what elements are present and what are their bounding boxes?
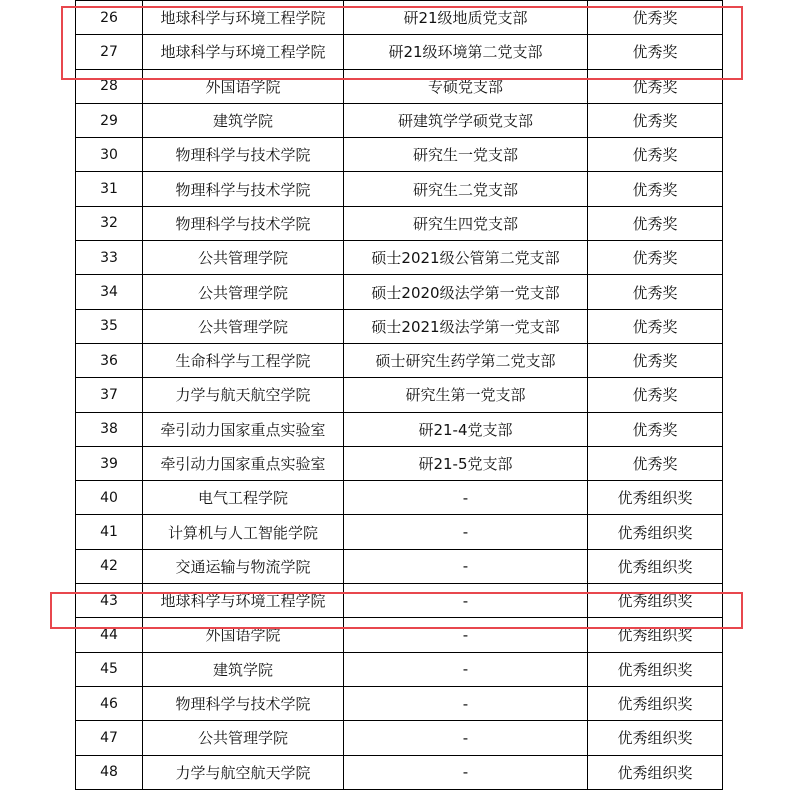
college-cell: 交通运输与物流学院	[143, 549, 344, 583]
table-row	[76, 172, 723, 206]
award-table-body	[76, 1, 723, 790]
college-cell: 力学与航天航空学院	[143, 378, 344, 412]
branch-cell: 研究生第一党支部	[344, 378, 588, 412]
row-number-cell: 38	[76, 412, 143, 446]
row-number-cell: 36	[76, 343, 143, 377]
college-cell: 地球科学与环境工程学院	[143, 584, 344, 618]
table-row	[76, 721, 723, 755]
branch-cell: 研21-4党支部	[344, 412, 588, 446]
branch-cell: 研究生一党支部	[344, 138, 588, 172]
row-number-cell: 47	[76, 721, 143, 755]
award-cell: 优秀奖	[588, 103, 723, 137]
row-number-cell: 35	[76, 309, 143, 343]
college-cell: 物理科学与技术学院	[143, 686, 344, 720]
row-number-cell: 32	[76, 206, 143, 240]
row-number-cell: 48	[76, 755, 143, 789]
college-cell: 建筑学院	[143, 103, 344, 137]
college-cell: 力学与航空航天学院	[143, 755, 344, 789]
award-cell: 优秀奖	[588, 206, 723, 240]
college-cell: 公共管理学院	[143, 721, 344, 755]
table-row	[76, 755, 723, 789]
branch-cell: 硕士2021级法学第一党支部	[344, 309, 588, 343]
branch-cell: 研建筑学学硕党支部	[344, 103, 588, 137]
college-cell: 外国语学院	[143, 618, 344, 652]
highlight-box-rows-26-27	[61, 6, 743, 80]
table-row	[76, 446, 723, 480]
table-row	[76, 652, 723, 686]
table-row	[76, 206, 723, 240]
table-row	[76, 378, 723, 412]
branch-cell: 硕士研究生药学第二党支部	[344, 343, 588, 377]
table-row	[76, 481, 723, 515]
college-cell: 计算机与人工智能学院	[143, 515, 344, 549]
table-row	[76, 241, 723, 275]
college-cell: 建筑学院	[143, 652, 344, 686]
college-cell: 物理科学与技术学院	[143, 138, 344, 172]
award-cell: 优秀奖	[588, 138, 723, 172]
row-number-cell: 45	[76, 652, 143, 686]
award-cell: 优秀组织奖	[588, 584, 723, 618]
branch-cell: 专硕党支部	[344, 69, 588, 103]
table-row	[76, 309, 723, 343]
college-cell: 牵引动力国家重点实验室	[143, 412, 344, 446]
branch-cell: 硕士2021级公管第二党支部	[344, 241, 588, 275]
row-number-cell: 33	[76, 241, 143, 275]
branch-cell: -	[344, 618, 588, 652]
row-number-cell: 39	[76, 446, 143, 480]
row-number-cell: 29	[76, 103, 143, 137]
branch-cell: -	[344, 686, 588, 720]
award-cell: 优秀奖	[588, 446, 723, 480]
row-number-cell: 40	[76, 481, 143, 515]
branch-cell: 研21级环境第二党支部	[344, 35, 588, 69]
award-cell: 优秀奖	[588, 172, 723, 206]
branch-cell: -	[344, 755, 588, 789]
row-number-cell: 44	[76, 618, 143, 652]
award-cell: 优秀组织奖	[588, 549, 723, 583]
table-row	[76, 103, 723, 137]
college-cell: 公共管理学院	[143, 309, 344, 343]
college-cell: 电气工程学院	[143, 481, 344, 515]
college-cell: 生命科学与工程学院	[143, 343, 344, 377]
row-number-cell: 31	[76, 172, 143, 206]
table-row	[76, 138, 723, 172]
table-row	[76, 549, 723, 583]
row-number-cell: 43	[76, 584, 143, 618]
award-cell: 优秀奖	[588, 35, 723, 69]
branch-cell: -	[344, 549, 588, 583]
row-number-cell: 46	[76, 686, 143, 720]
college-cell: 物理科学与技术学院	[143, 206, 344, 240]
table-row	[76, 515, 723, 549]
college-cell: 地球科学与环境工程学院	[143, 1, 344, 35]
college-cell: 公共管理学院	[143, 241, 344, 275]
row-number-cell: 37	[76, 378, 143, 412]
award-cell: 优秀奖	[588, 1, 723, 35]
branch-cell: -	[344, 584, 588, 618]
award-cell: 优秀组织奖	[588, 652, 723, 686]
college-cell: 地球科学与环境工程学院	[143, 35, 344, 69]
table-row	[76, 343, 723, 377]
row-number-cell: 41	[76, 515, 143, 549]
table-row	[76, 686, 723, 720]
row-number-cell: 26	[76, 1, 143, 35]
award-cell: 优秀组织奖	[588, 721, 723, 755]
award-cell: 优秀组织奖	[588, 686, 723, 720]
row-number-cell: 27	[76, 35, 143, 69]
award-cell: 优秀奖	[588, 343, 723, 377]
branch-cell: 研21-5党支部	[344, 446, 588, 480]
award-cell: 优秀组织奖	[588, 755, 723, 789]
award-cell: 优秀奖	[588, 309, 723, 343]
award-table	[75, 0, 723, 790]
award-cell: 优秀奖	[588, 69, 723, 103]
award-cell: 优秀奖	[588, 275, 723, 309]
college-cell: 公共管理学院	[143, 275, 344, 309]
college-cell: 外国语学院	[143, 69, 344, 103]
branch-cell: 研究生四党支部	[344, 206, 588, 240]
award-cell: 优秀奖	[588, 412, 723, 446]
award-cell: 优秀组织奖	[588, 515, 723, 549]
table-row	[76, 275, 723, 309]
highlight-box-row-43	[50, 592, 743, 629]
award-cell: 优秀组织奖	[588, 618, 723, 652]
award-cell: 优秀组织奖	[588, 481, 723, 515]
row-number-cell: 28	[76, 69, 143, 103]
row-number-cell: 30	[76, 138, 143, 172]
table-row	[76, 412, 723, 446]
branch-cell: -	[344, 515, 588, 549]
branch-cell: 研究生二党支部	[344, 172, 588, 206]
branch-cell: 研21级地质党支部	[344, 1, 588, 35]
branch-cell: -	[344, 652, 588, 686]
row-number-cell: 34	[76, 275, 143, 309]
college-cell: 物理科学与技术学院	[143, 172, 344, 206]
award-cell: 优秀奖	[588, 378, 723, 412]
branch-cell: -	[344, 721, 588, 755]
row-number-cell: 42	[76, 549, 143, 583]
branch-cell: 硕士2020级法学第一党支部	[344, 275, 588, 309]
branch-cell: -	[344, 481, 588, 515]
college-cell: 牵引动力国家重点实验室	[143, 446, 344, 480]
award-cell: 优秀奖	[588, 241, 723, 275]
